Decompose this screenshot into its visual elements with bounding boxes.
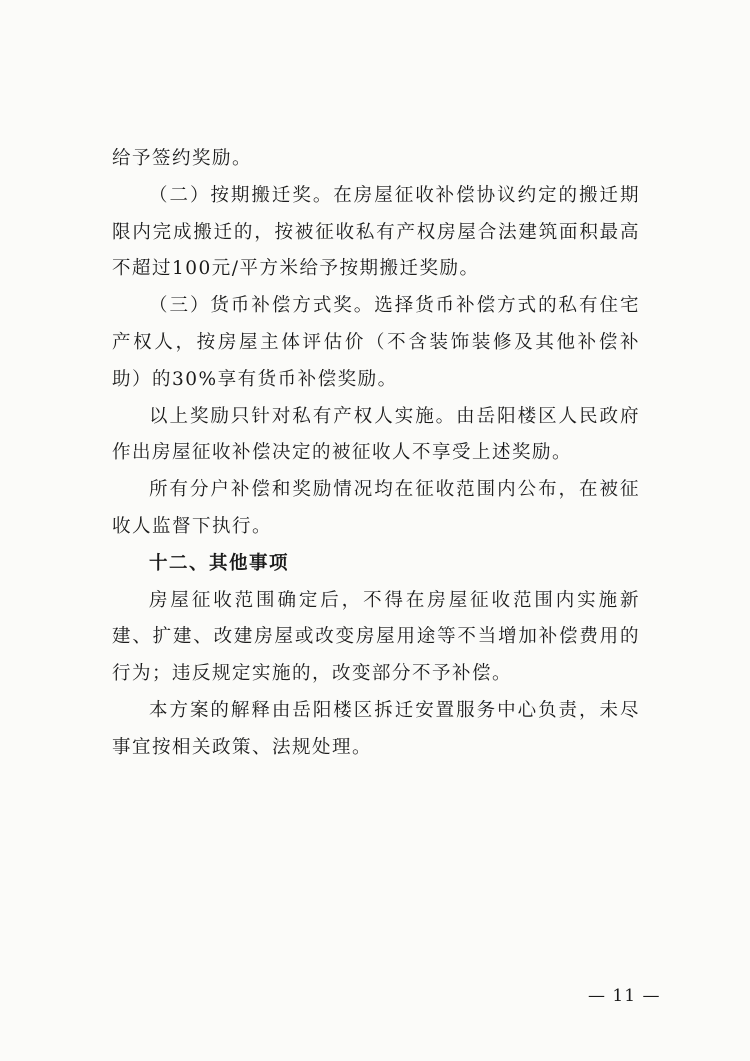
document-body [112, 141, 640, 767]
paragraph-interpretation: 本方案的解释由岳阳楼区拆迁安置服务中心负责，未尽事宜按相关政策、法规处理。 [112, 699, 640, 758]
paragraph-on-time-relocation-reward: （二）按期搬迁奖。在房屋征收补偿协议约定的搬迁期限内完成搬迁的，按被征收私有产权房屋合法建筑面积最高不超过100元/平方米给予按期搬迁奖励。 [112, 184, 640, 280]
paragraph-public-disclosure: 所有分户补偿和奖励情况均在征收范围内公布，在被征收人监督下执行。 [112, 479, 640, 537]
paragraph-signing-reward-end: 给予签约奖励。 [112, 148, 253, 169]
paragraph-construction-restriction: 房屋征收范围确定后，不得在房屋征收范围内实施新建、扩建、改建房屋或改变房屋用途等不当增加补偿费用的行为；违反规定实施的，改变部分不予补偿。 [112, 589, 640, 685]
paragraph-monetary-compensation-reward: （三）货币补偿方式奖。选择货币补偿方式的私有住宅产权人，按房屋主体评估价（不含装饰装修及其他补偿补助）的30%享有货币补偿奖励。 [112, 295, 640, 390]
paragraph-reward-eligibility: 以上奖励只针对私有产权人实施。由岳阳楼区人民政府作出房屋征收补偿决定的被征收人不享受上述奖励。 [112, 405, 640, 464]
page-number: — 11 — [588, 986, 661, 1006]
section-heading-other-matters: 十二、其他事项 [149, 552, 290, 574]
